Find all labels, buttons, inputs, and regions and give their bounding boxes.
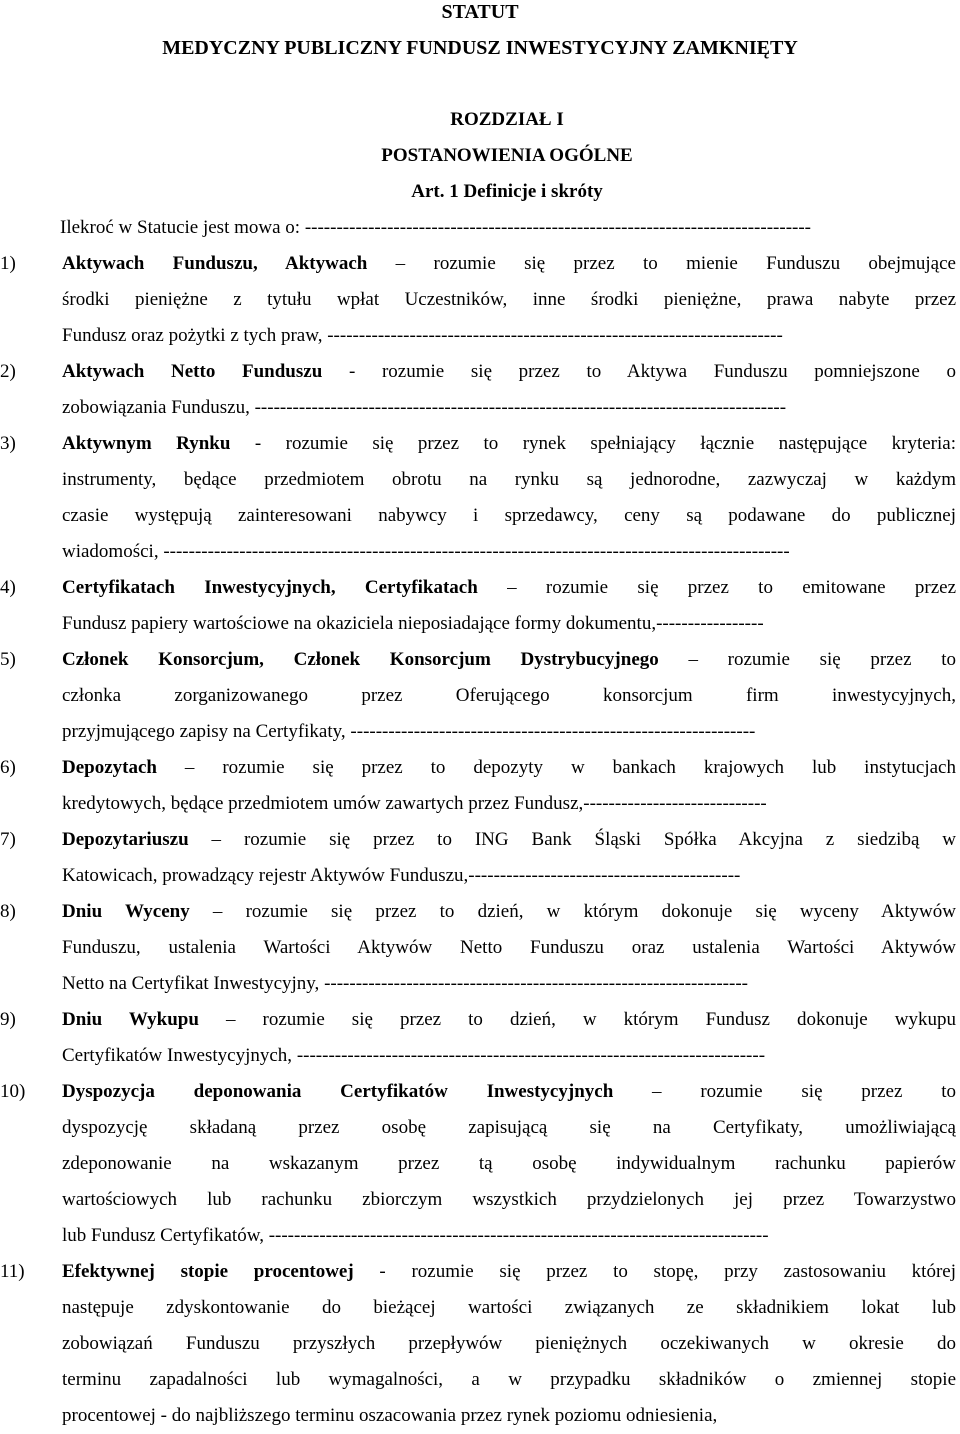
definition-text: zobowiązania Funduszu, bbox=[62, 397, 255, 418]
defined-term: Aktywach Netto Funduszu bbox=[62, 361, 323, 382]
definition-text: terminu zapadalności lub wymagalności, a w przypadku składników o zmiennej stopie bbox=[62, 1369, 956, 1390]
defined-term: Dyspozycja deponowania Certyfikatów Inwestycyjnych bbox=[62, 1081, 614, 1102]
item-number: 3) bbox=[0, 433, 16, 454]
definition-line bbox=[62, 822, 956, 858]
definition-body bbox=[62, 354, 956, 426]
definition-text: – rozumie się przez to bbox=[658, 649, 956, 670]
definition-text: - rozumie się przez to Aktywa Funduszu pomniejszone o bbox=[322, 361, 956, 382]
definition-text: – rozumie się przez to emitowane przez bbox=[477, 577, 956, 598]
dash-filler: ---------------------------------------------------------------- bbox=[350, 721, 756, 742]
definition-line bbox=[62, 1290, 956, 1326]
defined-term: Aktywnym Rynku bbox=[62, 433, 231, 454]
definition-text: Fundusz papiery wartościowe na okaziciela nieposiadające formy dokumentu, bbox=[62, 613, 657, 634]
definition-text: dyspozycję składaną przez osobę zapisującą się na Certyfikaty, umożliwiającą bbox=[62, 1117, 956, 1138]
item-number: 1) bbox=[0, 253, 16, 274]
definition-text: Netto na Certyfikat Inwestycyjny, bbox=[62, 973, 325, 994]
definition-line bbox=[62, 1218, 956, 1254]
dash-filler: --------------------------------------------------------------------------------------------------- bbox=[163, 541, 790, 562]
definition-text: procentowej - do najbliższego terminu oszacowania przez rynek poziomu odniesienia, bbox=[62, 1405, 718, 1426]
item-number: 10) bbox=[0, 1081, 26, 1102]
definition-text: zdeponowanie na wskazanym przez tą osobę indywidualnym rachunku papierów bbox=[62, 1153, 956, 1174]
definition-line bbox=[62, 498, 956, 534]
definition-body bbox=[62, 642, 956, 750]
document-title: STATUT bbox=[441, 1, 519, 23]
definition-line bbox=[62, 1326, 956, 1362]
item-number: 9) bbox=[0, 1009, 16, 1030]
definition-line bbox=[62, 1146, 956, 1182]
dash-filler: ------------------------------------------- bbox=[468, 865, 741, 886]
definition-line bbox=[62, 426, 956, 462]
definition-text: – rozumie się przez to ING Bank Śląski Spółka Akcyjna z siedzibą w bbox=[188, 829, 956, 850]
article-title: Art. 1 Definicje i skróty bbox=[411, 181, 603, 202]
definition-line bbox=[62, 1254, 956, 1290]
definition-line bbox=[62, 1002, 956, 1038]
defined-term: Depozytach bbox=[62, 757, 157, 778]
definition-line bbox=[62, 1038, 956, 1074]
definition-line bbox=[62, 930, 956, 966]
definition-line bbox=[62, 678, 956, 714]
definition-text: – rozumie się przez to mienie Funduszu obejmujące bbox=[367, 253, 956, 274]
definition-line bbox=[62, 1362, 956, 1398]
definition-line bbox=[62, 1074, 956, 1110]
dash-filler: ------------------------------------------------------------------------ bbox=[327, 325, 783, 346]
item-number: 6) bbox=[0, 757, 16, 778]
definition-text: następuje zdyskontowanie do bieżącej wartości związanych ze składnikiem lokat lub bbox=[62, 1297, 956, 1318]
definition-line bbox=[62, 390, 956, 426]
dash-filler: ------------------------------------------------------------------------------------ bbox=[254, 397, 787, 418]
definition-text: – rozumie się przez to dzień, w którym Fundusz dokonuje wykupu bbox=[198, 1009, 956, 1030]
definition-line bbox=[62, 750, 956, 786]
definition-body bbox=[62, 570, 956, 642]
dash-filler: ------------------------------------------------------------------------------- bbox=[268, 1225, 769, 1246]
definition-line bbox=[62, 642, 956, 678]
definition-body bbox=[62, 1254, 956, 1434]
definition-line bbox=[62, 966, 956, 1002]
defined-term: Efektywnej stopie procentowej bbox=[62, 1261, 354, 1282]
intro-text: Ilekroć w Statucie jest mowa o: bbox=[60, 217, 305, 238]
definition-text: członka zorganizowanego przez Oferującego konsorcjum firm inwestycyjnych, bbox=[62, 685, 956, 706]
definition-line bbox=[62, 858, 956, 894]
definition-body bbox=[62, 750, 956, 822]
definition-line bbox=[62, 1110, 956, 1146]
chapter-name: POSTANOWIENIA OGÓLNE bbox=[381, 145, 633, 166]
definition-text: Certyfikatów Inwestycyjnych, bbox=[62, 1045, 297, 1066]
defined-term: Członek Konsorcjum, Członek Konsorcjum Dystrybucyjnego bbox=[62, 649, 659, 670]
fund-name: MEDYCZNY PUBLICZNY FUNDUSZ INWESTYCYJNY ZAMKNIĘTY bbox=[162, 37, 798, 59]
definition-body bbox=[62, 1002, 956, 1074]
item-number: 4) bbox=[0, 577, 16, 598]
definition-body bbox=[62, 246, 956, 354]
dash-filler: ------------------------------------------------------------------- bbox=[324, 973, 748, 994]
definition-body bbox=[62, 426, 956, 570]
defined-term: Dniu Wykupu bbox=[62, 1009, 199, 1030]
definition-text: – rozumie się przez to bbox=[613, 1081, 956, 1102]
dash-filler: -------------------------------------------------------------------------- bbox=[296, 1045, 766, 1066]
definition-line bbox=[62, 534, 956, 570]
definition-text: instrumenty, będące przedmiotem obrotu na rynku są jednorodne, zazwyczaj w każdym bbox=[62, 469, 956, 490]
defined-term: Dniu Wyceny bbox=[62, 901, 190, 922]
definition-body bbox=[62, 1074, 956, 1254]
dash-filler: ----------------- bbox=[656, 613, 764, 634]
definition-line bbox=[62, 894, 956, 930]
chapter-label: ROZDZIAŁ I bbox=[450, 109, 564, 130]
definition-text: lub Fundusz Certyfikatów, bbox=[62, 1225, 269, 1246]
definition-text: – rozumie się przez to depozyty w bankach krajowych lub instytucjach bbox=[156, 757, 956, 778]
definition-text: wiadomości, bbox=[62, 541, 164, 562]
intro-line bbox=[60, 210, 952, 246]
definition-line bbox=[62, 1398, 956, 1434]
defined-term: Certyfikatach Inwestycyjnych, Certyfikatach bbox=[62, 577, 478, 598]
definition-body bbox=[62, 894, 956, 1002]
definition-line bbox=[62, 318, 956, 354]
definition-text: kredytowych, będące przedmiotem umów zawartych przez Fundusz, bbox=[62, 793, 584, 814]
item-number: 5) bbox=[0, 649, 16, 670]
item-number: 11) bbox=[0, 1261, 25, 1282]
definition-body bbox=[62, 822, 956, 894]
definition-line bbox=[62, 462, 956, 498]
defined-term: Aktywach Funduszu, Aktywach bbox=[62, 253, 368, 274]
definition-line bbox=[62, 282, 956, 318]
dash-filler: -------------------------------------------------------------------------------- bbox=[304, 217, 811, 238]
definition-text: Katowicach, prowadzący rejestr Aktywów Funduszu, bbox=[62, 865, 469, 886]
definition-line bbox=[62, 606, 956, 642]
item-number: 8) bbox=[0, 901, 16, 922]
definition-text: - rozumie się przez to rynek spełniający łącznie następujące kryteria: bbox=[230, 433, 956, 454]
definition-text: środki pieniężne z tytułu wpłat Uczestników, inne środki pieniężne, prawa nabyte przez bbox=[62, 289, 956, 310]
definition-text: wartościowych lub rachunku zbiorczym wszystkich przydzielonych jej przez Towarzystwo bbox=[62, 1189, 956, 1210]
dash-filler: ----------------------------- bbox=[583, 793, 767, 814]
definition-text: zobowiązań Funduszu przyszłych przepływów pieniężnych oczekiwanych w okresie do bbox=[62, 1333, 956, 1354]
definition-text: Fundusz oraz pożytki z tych praw, bbox=[62, 325, 328, 346]
definition-text: – rozumie się przez to dzień, w którym dokonuje się wyceny Aktywów bbox=[189, 901, 956, 922]
definition-text: - rozumie się przez to stopę, przy zastosowaniu której bbox=[353, 1261, 956, 1282]
definition-text: przyjmującego zapisy na Certyfikaty, bbox=[62, 721, 351, 742]
definition-text: czasie występują zainteresowani nabywcy i sprzedawcy, ceny są podawane do publicznej bbox=[62, 505, 956, 526]
definition-line bbox=[62, 246, 956, 282]
definition-line bbox=[62, 714, 956, 750]
definition-line bbox=[62, 1182, 956, 1218]
definition-line bbox=[62, 786, 956, 822]
defined-term: Depozytariuszu bbox=[62, 829, 189, 850]
definition-text: Funduszu, ustalenia Wartości Aktywów Netto Funduszu oraz ustalenia Wartości Aktywów bbox=[62, 937, 956, 958]
item-number: 2) bbox=[0, 361, 16, 382]
definition-line bbox=[62, 354, 956, 390]
item-number: 7) bbox=[0, 829, 16, 850]
definition-line bbox=[62, 570, 956, 606]
